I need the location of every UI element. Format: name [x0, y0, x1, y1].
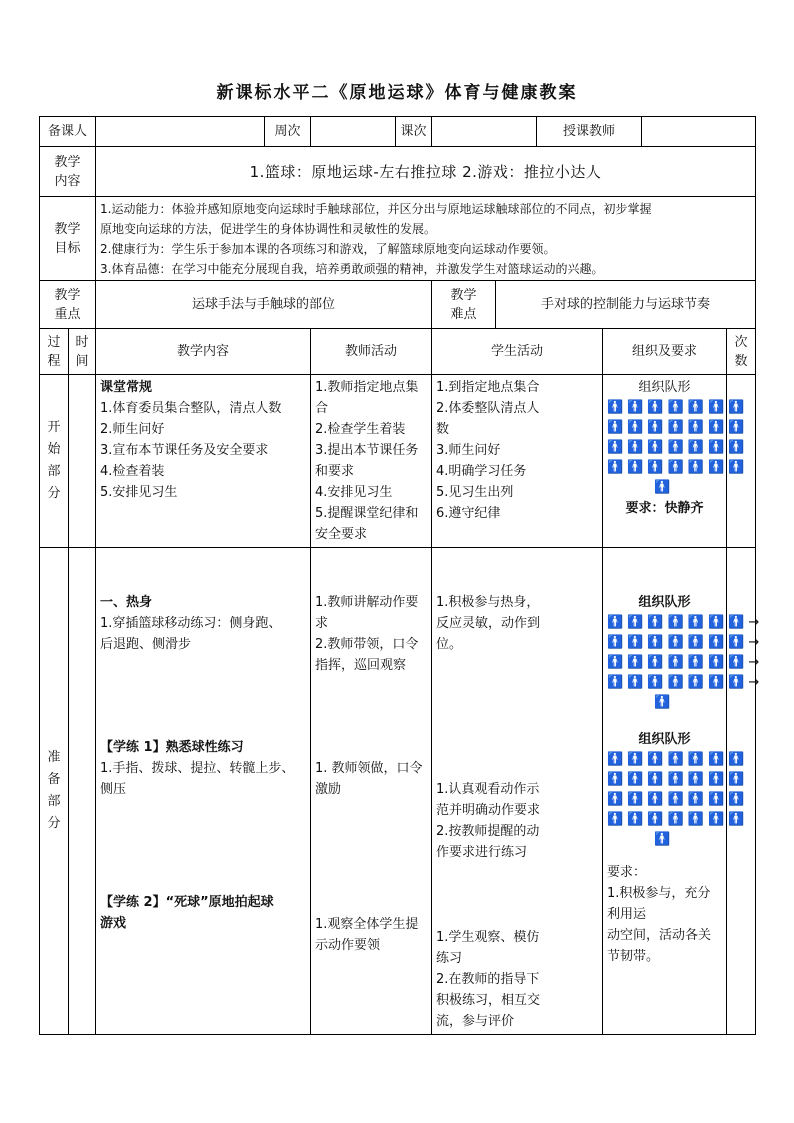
- col-time: 时 间: [69, 329, 96, 375]
- formation-requirement: 要求：快静齐: [625, 501, 704, 516]
- key-points-text: 运球手法与手触球的部位: [96, 281, 432, 329]
- teacher-person-icon: 🚹: [654, 480, 675, 495]
- formation-row-icon: 🚹🚹🚹🚹🚹🚹🚹: [607, 752, 749, 767]
- col-process: 过 程: [40, 329, 69, 375]
- prep-time-cell[interactable]: [69, 548, 96, 1035]
- col-teacher-activity: 教师活动: [311, 329, 432, 375]
- start-organization-cell: [603, 375, 749, 548]
- goal-line: 2.健康行为：学生乐于参加本课的各项练习和游戏，了解篮球原地变向运球动作要领。: [100, 241, 556, 256]
- formation-title: 组织队形: [638, 380, 691, 395]
- prep-student-cell: 1.积极参与热身， 反应灵敏，动作到 位。 1.认真观看动作示 范并明确动作要求 2.按教师提醒的动 作要求进行练习 1.学生观察、模仿 练习 2.在教师的指导下 积极练习，相互交 流，参与评价: [432, 548, 603, 1035]
- col-times: 次 数: [727, 329, 756, 375]
- start-section-row: [40, 375, 756, 548]
- key-points-label: 教学 重点: [40, 281, 96, 329]
- week-value[interactable]: [311, 117, 396, 147]
- formation-row-icon: 🚹🚹🚹🚹🚹🚹🚹→: [607, 655, 764, 670]
- formation-row-icon: 🚹🚹🚹🚹🚹🚹🚹: [607, 420, 749, 435]
- lesson-plan-table: [39, 116, 764, 1035]
- column-header-row: [40, 329, 756, 375]
- goals-text: [96, 197, 756, 281]
- prep-teacher-label: 备课人: [40, 117, 96, 147]
- prep-section-row: [40, 548, 756, 1035]
- formation-row-icon: 🚹🚹🚹🚹🚹🚹🚹: [607, 812, 749, 827]
- prep-teacher-cell: 1.教师讲解动作要 求 2.教师带领，口令 指挥，巡回观察 1. 教师领做，口令 激励 1.观察全体学生提 示动作要领: [311, 548, 432, 1035]
- teacher-value[interactable]: [642, 117, 756, 147]
- start-student-cell: 1.到指定地点集合 2.体委整队清点人 数 3.师生问好 4.明确学习任务 5.见习生出列 6.遵守纪律: [432, 375, 603, 548]
- goal-line: 1.运动能力：体验并感知原地变向运球时手触球部位，并区分出与原地运球触球部位的不同点，初步掌握: [100, 201, 652, 216]
- content-row: [40, 147, 756, 197]
- teacher-person-icon: 🚹: [654, 695, 675, 710]
- lesson-value[interactable]: [432, 117, 537, 147]
- formation-row-icon: 🚹🚹🚹🚹🚹🚹🚹: [607, 792, 749, 807]
- goal-line: 原地变向运球的方法，促进学生的身体协调性和灵敏性的发展。: [100, 221, 437, 236]
- col-teaching-content: 教学内容: [96, 329, 311, 375]
- warmup-formation-title: 组织队形: [638, 595, 691, 610]
- start-teacher-cell: 1.教师指定地点集 合 2.检查学生着装 3.提出本节课任务 和要求 4.安排见习生 5.提醒课堂纪律和 安全要求: [311, 375, 432, 548]
- prep-section-label: 准 备 部 分: [40, 548, 69, 1035]
- prep-organization-cell: 组织队形 🚹🚹🚹🚹🚹🚹🚹→ 🚹🚹🚹🚹🚹🚹🚹→ 🚹🚹🚹🚹🚹🚹🚹→ 🚹🚹🚹🚹🚹🚹🚹→ 🚹 组织队形 🚹🚹🚹🚹🚹🚹🚹 🚹🚹🚹🚹🚹🚹🚹 🚹🚹🚹🚹🚹🚹🚹 🚹🚹🚹🚹🚹🚹🚹 🚹 要求： 1.积极参与，充分利用运 动空间，活动各关节韧带。: [603, 548, 727, 1035]
- start-content-cell: 课堂常规 1.体育委员集合整队，清点人数 2.师生问好 3.宣布本节课任务及安全要求 4.检查着装 5.安排见习生: [96, 375, 311, 548]
- goal-line: 3.体育品德：在学习中能充分展现自我，培养勇敢顽强的精神，并激发学生对篮球运动的兴趣。: [100, 261, 604, 276]
- formation-row-icon: 🚹🚹🚹🚹🚹🚹🚹→: [607, 615, 764, 630]
- difficult-points-text: 手对球的控制能力与运球节奏: [496, 281, 756, 329]
- drill2-title: 【学练 2】“死球”原地拍起球: [100, 895, 274, 910]
- week-label: 周次: [265, 117, 311, 147]
- col-organization: 组织及要求: [603, 329, 727, 375]
- start-time-cell[interactable]: [69, 375, 96, 548]
- goals-label: 教学 目标: [40, 197, 96, 281]
- formation-row-icon: 🚹🚹🚹🚹🚹🚹🚹: [607, 440, 749, 455]
- warmup-title: 一、热身: [100, 595, 153, 610]
- start-section-label: 开 始 部 分: [40, 375, 69, 548]
- formation-row-icon: 🚹🚹🚹🚹🚹🚹🚹: [607, 772, 749, 787]
- header-row: [40, 117, 756, 147]
- lesson-label: 课次: [396, 117, 432, 147]
- drill1-title: 【学练 1】熟悉球性练习: [100, 740, 244, 755]
- teacher-label: 授课教师: [537, 117, 642, 147]
- formation-row-icon: 🚹🚹🚹🚹🚹🚹🚹→: [607, 635, 764, 650]
- formation-row-icon: 🚹🚹🚹🚹🚹🚹🚹→: [607, 675, 764, 690]
- col-student-activity: 学生活动: [432, 329, 603, 375]
- content-text: 1.篮球：原地运球-左右推拉球 2.游戏：推拉小达人: [96, 147, 756, 197]
- formation-row-icon: 🚹🚹🚹🚹🚹🚹🚹: [607, 400, 749, 415]
- goals-row: [40, 197, 756, 281]
- prep-content-cell: 一、热身 1.穿插篮球移动练习：侧身跑、 后退跑、侧滑步 【学练 1】熟悉球性练习 1.手指、拨球、提拉、转髋上步、 侧压 【学练 2】“死球”原地拍起球 游戏: [96, 548, 311, 1035]
- difficult-points-label: 教学 难点: [432, 281, 496, 329]
- prep-teacher-value[interactable]: [96, 117, 265, 147]
- drill2-requirement: 要求：: [607, 865, 647, 880]
- teacher-person-icon: 🚹: [654, 832, 675, 847]
- formation-row-icon: 🚹🚹🚹🚹🚹🚹🚹: [607, 460, 749, 475]
- content-label: 教学 内容: [40, 147, 96, 197]
- drill1-formation-title: 组织队形: [638, 732, 691, 747]
- page-title: 新课标水平二《原地运球》体育与健康教案: [216, 83, 578, 103]
- key-points-row: [40, 281, 756, 329]
